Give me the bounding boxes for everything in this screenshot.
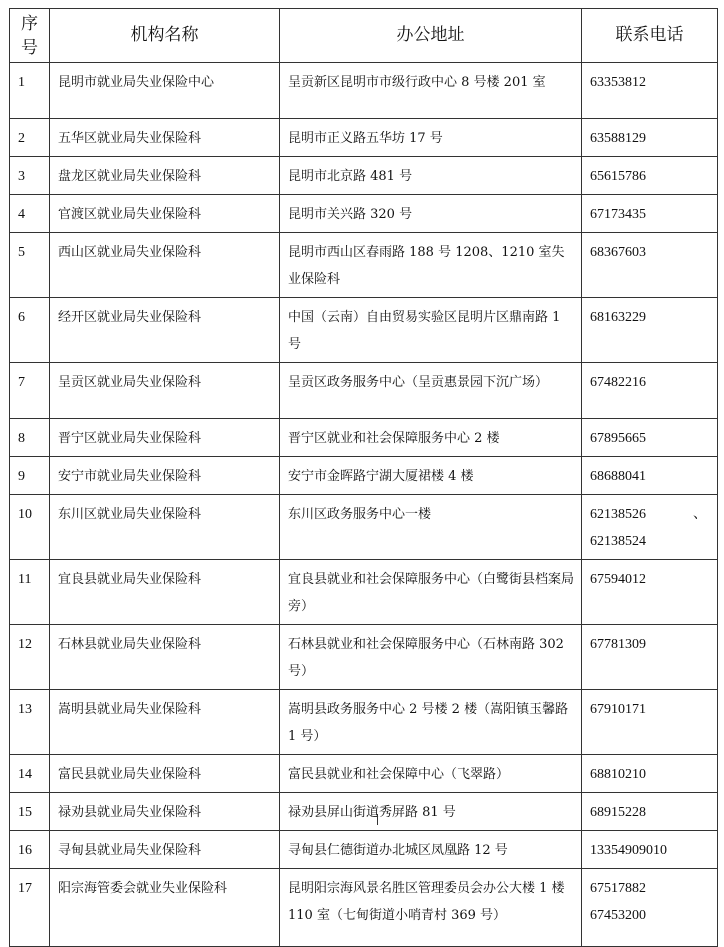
- header-org: 机构名称: [50, 9, 280, 63]
- row-address: 昆明市正义路五华坊 17 号: [280, 119, 582, 157]
- row-seq: 8: [10, 419, 50, 457]
- row-org-name: 盘龙区就业局失业保险科: [50, 157, 280, 195]
- row-phone: [582, 298, 718, 363]
- table-row: [10, 233, 718, 298]
- phone-number: [590, 837, 711, 864]
- phone-separator: 、: [693, 507, 707, 522]
- row-org-name: 安宁市就业局失业保险科: [50, 457, 280, 495]
- phone-number: [590, 528, 711, 555]
- phone-text: 67517882: [590, 881, 646, 896]
- row-phone: [582, 363, 718, 419]
- row-seq: 1: [10, 63, 50, 119]
- row-seq: 3: [10, 157, 50, 195]
- row-org-name: 禄劝县就业局失业保险科: [50, 793, 280, 831]
- row-address: 寻甸县仁德街道办北城区凤凰路 12 号: [280, 831, 582, 869]
- phone-number: [590, 163, 711, 190]
- phone-text: 67453200: [590, 908, 646, 923]
- row-org-name: 五华区就业局失业保险科: [50, 119, 280, 157]
- row-org-name: 西山区就业局失业保险科: [50, 233, 280, 298]
- row-address: 禄劝县屏山街道秀屏路 81 号: [280, 793, 582, 831]
- row-address: 昆明阳宗海风景名胜区管理委员会办公大楼 1 楼 110 室（七甸街道小哨青村 369 号）: [280, 869, 582, 947]
- table-row: [10, 831, 718, 869]
- row-phone: [582, 495, 718, 560]
- row-phone: [582, 195, 718, 233]
- header-phone: 联系电话: [582, 9, 718, 63]
- phone-text: 67781309: [590, 637, 646, 652]
- phone-number: [590, 902, 711, 929]
- table-row: [10, 419, 718, 457]
- phone-number: [590, 631, 711, 658]
- row-address: 昆明市关兴路 320 号: [280, 195, 582, 233]
- phone-text: 67895665: [590, 431, 646, 446]
- row-seq: 14: [10, 755, 50, 793]
- phone-number: [590, 566, 711, 593]
- row-org-name: 阳宗海管委会就业失业保险科: [50, 869, 280, 947]
- phone-number: [590, 69, 711, 96]
- phone-number: [590, 463, 711, 490]
- phone-number: [590, 761, 711, 788]
- row-org-name: 石林县就业局失业保险科: [50, 625, 280, 690]
- row-phone: [582, 560, 718, 625]
- table-row: [10, 157, 718, 195]
- row-address: 呈贡区政务服务中心（呈贡惠景园下沉广场）: [280, 363, 582, 419]
- row-address: 东川区政务服务中心一楼: [280, 495, 582, 560]
- phone-number: [590, 369, 711, 396]
- table-row: [10, 457, 718, 495]
- phone-text: 67594012: [590, 572, 646, 587]
- phone-number: [590, 696, 711, 723]
- table-row: [10, 869, 718, 947]
- row-org-name: 晋宁区就业局失业保险科: [50, 419, 280, 457]
- table-row: [10, 195, 718, 233]
- phone-text: 68688041: [590, 469, 646, 484]
- row-phone: [582, 869, 718, 947]
- row-phone: [582, 457, 718, 495]
- phone-text: 63353812: [590, 75, 646, 90]
- row-address: 晋宁区就业和社会保障服务中心 2 楼: [280, 419, 582, 457]
- row-address: 呈贡新区昆明市市级行政中心 8 号楼 201 室: [280, 63, 582, 119]
- row-seq: 12: [10, 625, 50, 690]
- row-org-name: 昆明市就业局失业保险中心: [50, 63, 280, 119]
- table-row: [10, 625, 718, 690]
- row-address: 昆明市北京路 481 号: [280, 157, 582, 195]
- row-phone: [582, 157, 718, 195]
- row-org-name: 呈贡区就业局失业保险科: [50, 363, 280, 419]
- row-org-name: 宜良县就业局失业保险科: [50, 560, 280, 625]
- phone-number: [590, 875, 711, 902]
- row-phone: [582, 755, 718, 793]
- table-row: [10, 495, 718, 560]
- phone-number: [590, 501, 711, 528]
- row-seq: 17: [10, 869, 50, 947]
- header-row: [10, 9, 718, 63]
- row-org-name: 经开区就业局失业保险科: [50, 298, 280, 363]
- table-tail-line: [279, 814, 280, 825]
- table-row: [10, 298, 718, 363]
- table-row: [10, 690, 718, 755]
- row-address: 昆明市西山区春雨路 188 号 1208、1210 室失业保险科: [280, 233, 582, 298]
- table-tail-line: [377, 814, 378, 825]
- phone-text: 67482216: [590, 375, 646, 390]
- table-row: [10, 560, 718, 625]
- phone-text: 67910171: [590, 702, 646, 717]
- row-phone: [582, 63, 718, 119]
- row-seq: 5: [10, 233, 50, 298]
- row-address: 石林县就业和社会保障服务中心（石林南路 302 号）: [280, 625, 582, 690]
- office-directory-table: [9, 8, 718, 947]
- phone-text: 68367603: [590, 245, 646, 260]
- phone-number: [590, 125, 711, 152]
- phone-number: [590, 201, 711, 228]
- row-phone: [582, 419, 718, 457]
- row-phone: [582, 831, 718, 869]
- table-row: [10, 63, 718, 119]
- header-addr: 办公地址: [280, 9, 582, 63]
- row-phone: [582, 233, 718, 298]
- row-seq: 4: [10, 195, 50, 233]
- phone-text: 62138524: [590, 534, 646, 549]
- phone-number: [590, 304, 711, 331]
- row-seq: 2: [10, 119, 50, 157]
- row-seq: 6: [10, 298, 50, 363]
- phone-number: [590, 239, 711, 266]
- row-org-name: 官渡区就业局失业保险科: [50, 195, 280, 233]
- row-org-name: 寻甸县就业局失业保险科: [50, 831, 280, 869]
- phone-text: 67173435: [590, 207, 646, 222]
- row-org-name: 嵩明县就业局失业保险科: [50, 690, 280, 755]
- row-seq: 15: [10, 793, 50, 831]
- row-org-name: 东川区就业局失业保险科: [50, 495, 280, 560]
- header-seq-text: 序号: [21, 13, 38, 58]
- phone-text: 68915228: [590, 805, 646, 820]
- phone-text: 63588129: [590, 131, 646, 146]
- row-org-name: 富民县就业局失业保险科: [50, 755, 280, 793]
- phone-text: 68163229: [590, 310, 646, 325]
- row-address: 中国（云南）自由贸易实验区昆明片区鼎南路 1 号: [280, 298, 582, 363]
- phone-text: 62138526: [590, 507, 646, 522]
- phone-text: 68810210: [590, 767, 646, 782]
- row-address: 嵩明县政务服务中心 2 号楼 2 楼（嵩阳镇玉馨路 1 号）: [280, 690, 582, 755]
- phone-text: 13354909010: [590, 843, 667, 858]
- table-row: [10, 119, 718, 157]
- header-seq: [10, 9, 50, 63]
- row-address: 富民县就业和社会保障中心（飞翠路）: [280, 755, 582, 793]
- row-seq: 16: [10, 831, 50, 869]
- row-phone: [582, 690, 718, 755]
- row-seq: 7: [10, 363, 50, 419]
- phone-text: 65615786: [590, 169, 646, 184]
- row-address: 宜良县就业和社会保障服务中心（白鹭街县档案局旁）: [280, 560, 582, 625]
- row-seq: 11: [10, 560, 50, 625]
- phone-number: [590, 425, 711, 452]
- row-phone: [582, 625, 718, 690]
- row-seq: 9: [10, 457, 50, 495]
- row-seq: 13: [10, 690, 50, 755]
- table-row: [10, 363, 718, 419]
- phone-number: [590, 799, 711, 826]
- row-address: 安宁市金晖路宁湖大厦裙楼 4 楼: [280, 457, 582, 495]
- table-tail-line: [49, 814, 50, 825]
- table-row: [10, 755, 718, 793]
- row-seq: 10: [10, 495, 50, 560]
- row-phone: [582, 119, 718, 157]
